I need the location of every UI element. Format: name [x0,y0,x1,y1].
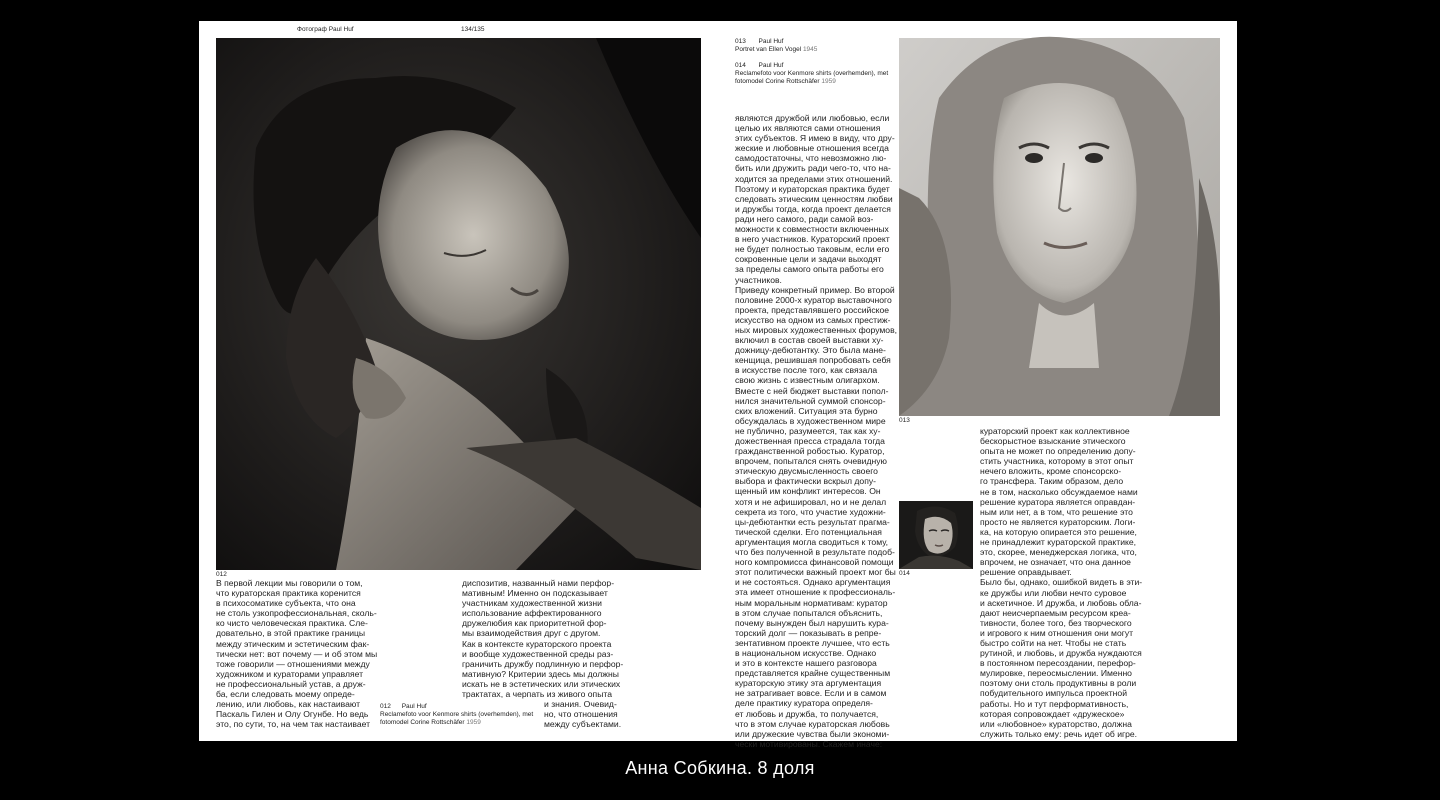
photo-number-013: 013 [899,417,910,424]
photo-number-012: 012 [216,571,227,578]
left-column-2-tail: и знания. Очевид- но, что отношения между субъектами. [544,699,622,730]
caption-012-author: Paul Huf [401,703,427,710]
caption-014-author: Paul Huf [758,62,784,69]
left-column-1: В первой лекции мы говорили о том, что кураторская практика коренится в психосоматике субъекта, что она не столь узкопрофессиональная, сколь- ко чисто человеческая практика. Сле- довательно, в этой практике границы между этическим и эстетическим фак- тически нет: вот почему — и об этом мы тоже говорили — отношениями между художником и кураторами управляет не профессиональный устав, а друж- ба, если следовать моему опреде- лению, или любовь, как настаивают Паскаль Гилен и Олу Огунбе. Но ведь это, по сути, то, на чем так настаивает [216,578,378,730]
portrait-woman-long-hair-icon [899,38,1220,416]
portrait-photo-014 [899,501,973,569]
right-main-column: являются дружбой или любовью, если целью их являются сами отношения этих субъектов. Я имею в виду, что дру- жеские и любовные отношения всегда самодостаточны, что невозможно лю- бить или дружить ради чего-то, что на- ходится за пределами этих отношений. Поэтому и кураторская практика будет следовать этическим ценностям любви и дружбы тогда, когда проект делается ради него самого, ради самой воз- можности к совместности включенных в него участников. Кураторский проект не будет полностью таковым, если его сокровенные цели и задачи выходят за пределы самого опыта работы его участников. Приведу конкретный пример. Во второй половине 2000-х куратор выставочного проекта, представлявшего российское искусство на одном из самых престиж- ных мировых художественных форумов, включил в состав своей выставки ху- дожницу-дебютантку. Это была мане- кенщица, решившая попробовать себя в искусстве после того, как связала свою жизнь с известным олигархом. Вместе с ней бюджет выставки попол- нился значительной суммой спонсор- ских вложений. Ситуация эта бурно обсуждалась в художественном мире не публично, разумеется, так как ху- дожественная пресса страдала тогда гражданственной робостью. Куратор, впрочем, попытался снять очевидную этическую двусмысленность своего выбора и фактически вскрыл допу- щенный им конфликт интересов. Он хотя и не афишировал, но и не делал секрета из того, что участие художни- цы-дебютантки есть результат прагма- тической сделки. Его потенциальная аргументация могла сводиться к тому, что без полученной в результате подоб- ного компромисса финансовой помощи этот политически важный проект мог бы и не состояться. Однако аргументация эта имеет отношение к профессиональ- ным моральным нормативам: куратор в этом случае попытался объяснить, почему вынужден был нарушить кура- торский долг — показывать в репре- зентативном проекте лучшее, что есть в национальном искусстве. Однако и это в контексте нашего разговора представляется крайне существенным кураторскую этику эта аргументация не затрагивает вовсе. Если и в самом деле практику куратора определя- ет любовь и дружба, то получается, что в этом случае кураторская любовь или дружеские чувства были экономи- чески мотивированы. Скажем иначе: [735,113,898,749]
caption-014-num: 014 [735,62,746,69]
portrait-woman-short-hair-icon [899,501,973,569]
left-column-2: диспозитив, названный нами перфор- мативным! Именно он подсказывает участникам художественной жизни использование аффектированного дружелюбия как приоритетной фор- мы взаимодействия друг с другом. Как в контексте кураторского проекта и вообще художественной среды раз- граничить дружбу подлинную и перфор- мативную? Критерии здесь мы должны искать не в эстетических или этических трактатах, а черпать из живого опыта [462,578,624,700]
caption-013 [735,38,783,46]
caption-013-author: Paul Huf [758,38,784,45]
caption-012-year: 1959 [466,719,481,726]
caption-012-text-block [380,711,533,727]
caption-012-text: Reclamefoto voor Kenmore shirts (overhemden), met fotomodel Corine Rottschäfer [380,711,534,726]
right-side-column: кураторский проект как коллективное бескорыстное взыскание этического опыта не может по определению допу- стить участника, которому в этот опыт нечего вложить, кроме спонсорско- го трансфера. Таким образом, дело не в том, насколько обсуждаемое нами решение куратора является оправдан- ным или нет, а в том, что решение это просто не является кураторским. Логи- ка, на которую опирается это решение, не принадлежит кураторской практике, это, скорее, менеджерская логика, что, впрочем, не означает, что она данное решение оправдывает. Было бы, однако, ошибкой видеть в эти- ке дружбы или любви нечто суровое и аскетичное. И дружба, и любовь обла- дают неисчерпаемым ресурсом креа- тивности, более того, без творческого и игрового к ним отношения они могут быстро сойти на нет. Чтобы не стать рутиной, и любовь, и дружба нуждаются в постоянном пересоздании, перефор- мулировке, переосмыслении. Именно поэтому они столь продуктивны в роли побудительного импульса проектной работы. Но и тут перформативность, которая сопровождает «дружеское» или «любовное» кураторство, должна служить только ему: речь идет об игре. [980,426,1143,739]
caption-013-year: 1945 [802,46,818,53]
caption-014-year: 1959 [821,78,836,85]
running-header: Фотограф Paul Huf [297,26,354,33]
caption-012 [380,703,427,711]
portrait-woman-eyes-closed-icon [216,38,701,570]
caption-013-text: Portret van Ellen Vogel [735,46,802,53]
video-subtitle: Анна Собкина. 8 доля [625,758,815,778]
caption-013-line [735,46,817,54]
caption-014 [735,62,783,70]
page-numbers: 134/135 [461,26,485,33]
caption-012-num: 012 [380,703,391,710]
caption-013-num: 013 [735,38,746,45]
caption-014-text: Reclamefoto voor Kenmore shirts (overhemden), met fotomodel Corine Rottschäfer [735,70,889,85]
portrait-photo-013 [899,38,1220,416]
portrait-photo-012 [216,38,701,570]
photo-number-014: 014 [899,570,910,577]
caption-014-block [735,70,888,86]
book-spread [199,21,1237,749]
